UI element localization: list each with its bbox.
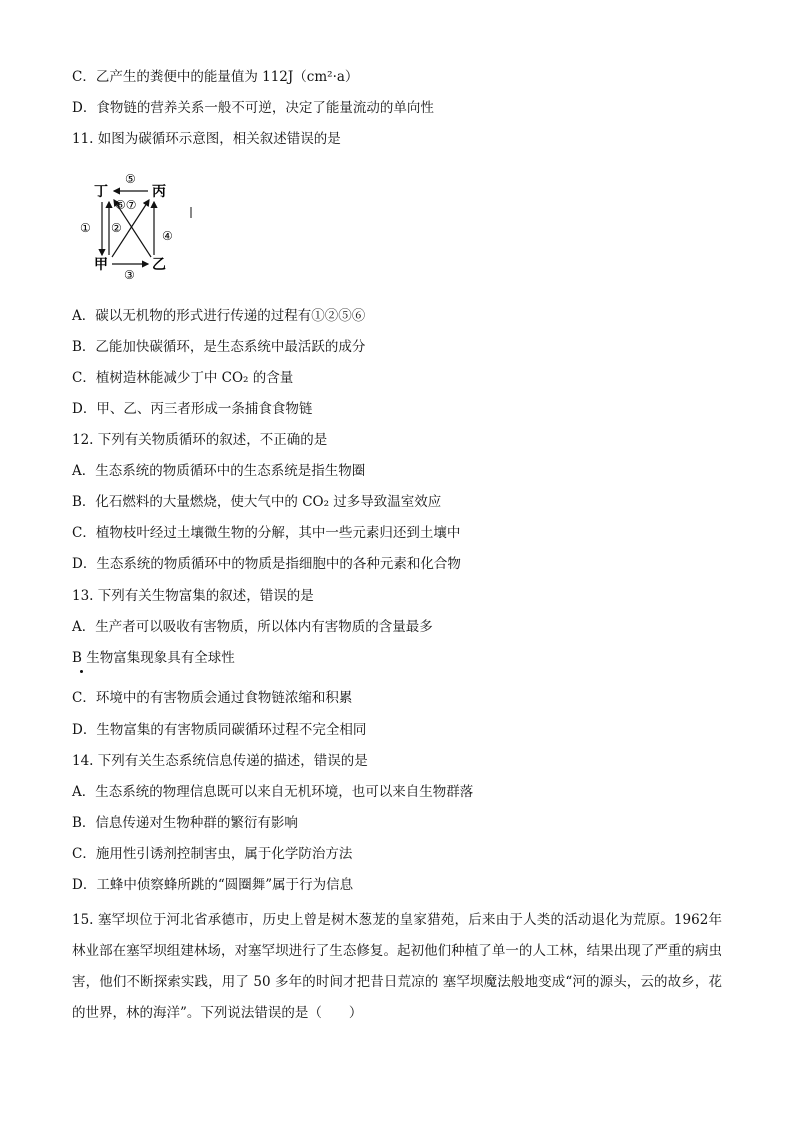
label-5: ⑤ <box>125 172 136 186</box>
q10-option-c: C．乙产生的粪便中的能量值为 112J（cm²·a） <box>72 69 359 85</box>
q14-option-c: C．施用性引诱剂控制害虫，属于化学防治方法 <box>72 846 353 862</box>
q13-option-c: C．环境中的有害物质会通过食物链浓缩和积累 <box>72 690 353 706</box>
q12-option-b: B．化石燃料的大量燃烧，使大气中的 CO₂ 过多导致温室效应 <box>72 494 442 510</box>
q11-stem: 11. 如图为碳循环示意图，相关叙述错误的是 <box>72 131 341 147</box>
label-3: ③ <box>124 268 135 282</box>
q11-option-b: B．乙能加快碳循环，是生态系统中最活跃的成分 <box>72 339 366 355</box>
q12-option-a: A．生态系统的物质循环中的生态系统是指生物圈 <box>72 463 366 479</box>
q13-option-d: D．生物富集的有害物质同碳循环过程不完全相同 <box>72 722 367 738</box>
carbon-cycle-diagram <box>80 172 198 282</box>
q13-stem: 13. 下列有关生物富集的叙述，错误的是 <box>72 588 314 604</box>
q14-stem: 14. 下列有关生态系统信息传递的描述，错误的是 <box>72 753 368 769</box>
q14-option-d: D．工蜂中侦察蜂所跳的“圆圈舞”属于行为信息 <box>72 877 354 893</box>
q13-option-b: B 生物富集现象具有全球性 <box>72 650 235 666</box>
q11-option-a: A．碳以无机物的形式进行传递的过程有①②⑤⑥ <box>72 308 366 324</box>
q12-option-c: C．植物枝叶经过土壤微生物的分解，其中一些元素归还到土壤中 <box>72 525 461 541</box>
node-jia: 甲 <box>94 257 108 273</box>
q11-option-d: D．甲、乙、丙三者形成一条捕食食物链 <box>72 401 313 417</box>
q12-option-d: D．生态系统的物质循环中的物质是指细胞中的各种元素和化合物 <box>72 556 461 572</box>
q11-option-c: C．植树造林能减少丁中 CO₂ 的含量 <box>72 370 294 386</box>
q10-option-d: D．食物链的营养关系一般不可逆，决定了能量流动的单向性 <box>72 100 434 116</box>
label-2: ② <box>111 221 122 235</box>
node-yi: 乙 <box>152 257 166 273</box>
q14-option-a: A．生态系统的物理信息既可以来自无机环境，也可以来自生物群落 <box>72 784 474 800</box>
q14-option-b: B．信息传递对生物种群的繁衍有影响 <box>72 815 298 831</box>
stray-dot <box>80 670 83 673</box>
q13-option-a: A．生产者可以吸收有害物质，所以体内有害物质的含量最多 <box>72 619 433 635</box>
node-ding: 丁 <box>94 184 108 200</box>
label-67: ⑥⑦ <box>115 198 137 212</box>
node-bing: 丙 <box>152 184 166 200</box>
carbon-cycle-svg <box>80 172 198 282</box>
label-4: ④ <box>162 229 173 243</box>
q12-stem: 12. 下列有关物质循环的叙述，不正确的是 <box>72 432 328 448</box>
label-1: ① <box>80 221 91 235</box>
q15-stem: 15. 塞罕坝位于河北省承德市，历史上曾是树木葱茏的皇家猎苑，后来由于人类的活动退化为荒原。1962年林业部在塞罕坝组建林场，对塞罕坝进行了生态修复。起初他们种植了单一的人工林，结果出现了严重的病虫害，他们不断探索实践，用了 50 多年的时间才把昔日荒凉的 塞罕坝魔法般地变成“河的源头，云的故乡，花的世界，林的海洋”。下列说法错误的是（ ） <box>72 912 722 1021</box>
